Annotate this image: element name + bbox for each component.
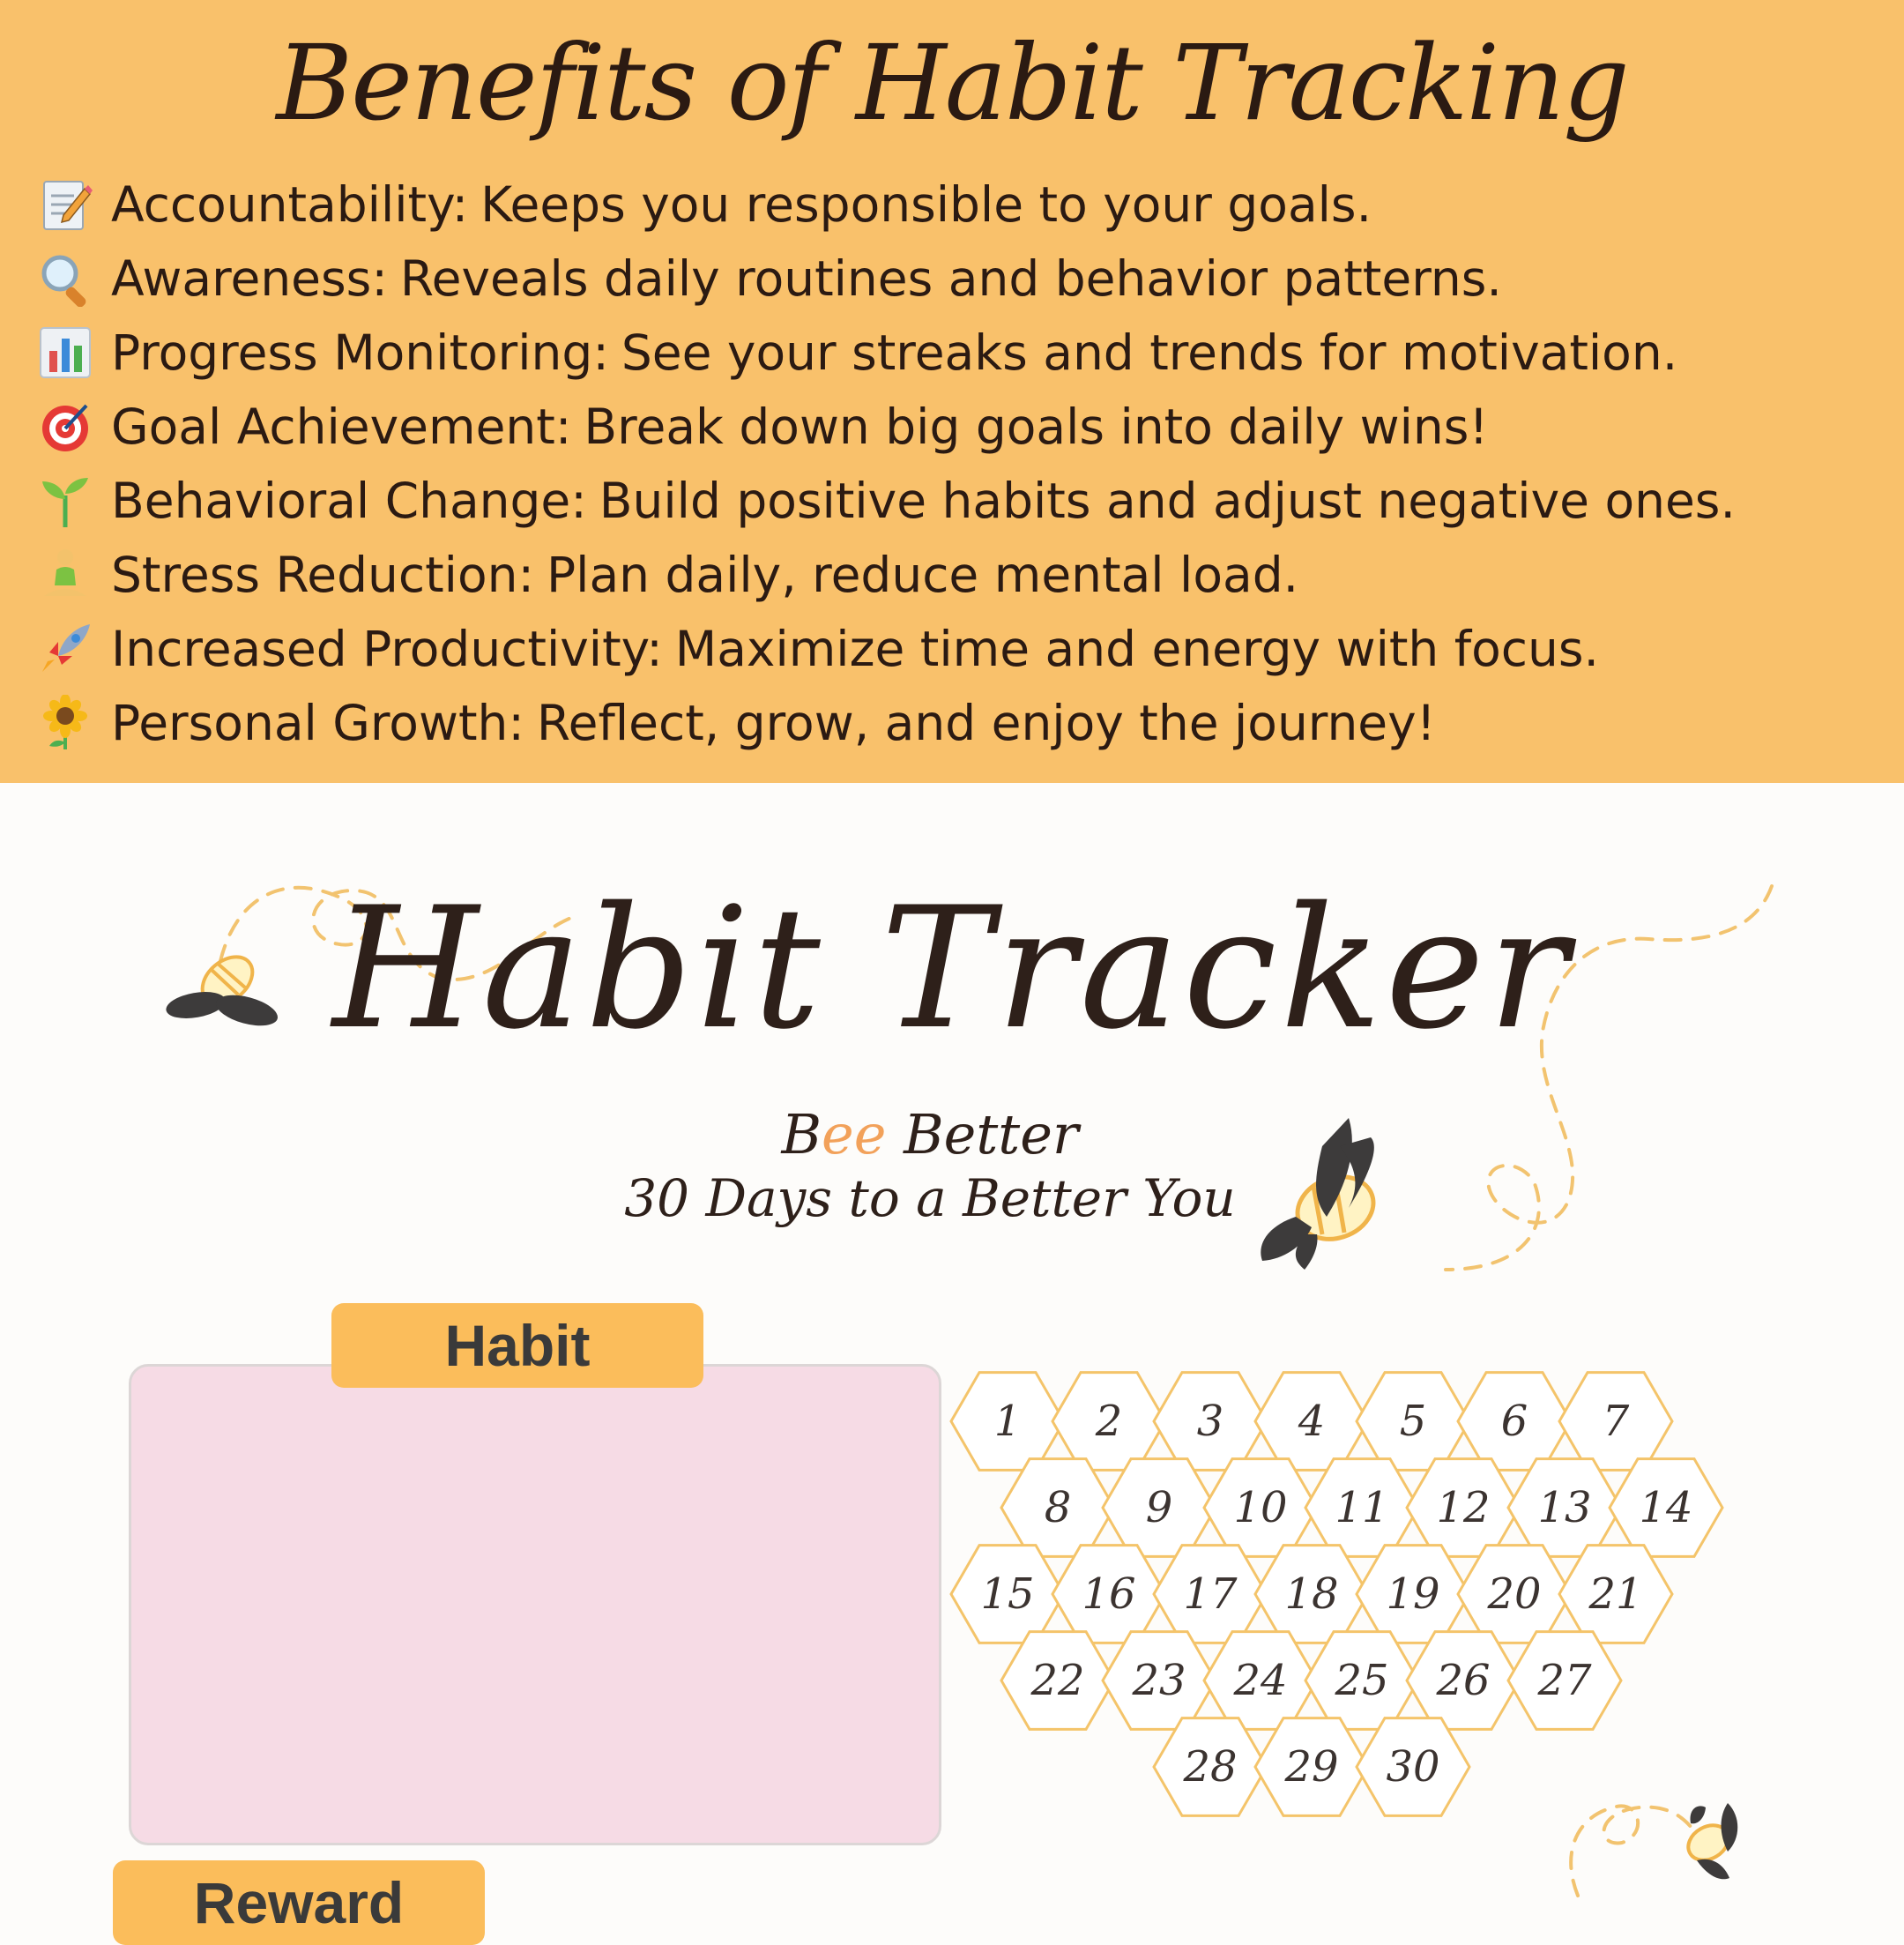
day-number: 24 [1233,1656,1288,1705]
benefit-term: Increased Productivity: [111,621,663,677]
day-number: 19 [1386,1569,1440,1619]
benefits-title: Benefits of Habit Tracking [276,22,1628,144]
day-cell[interactable] [1052,1546,1165,1643]
day-number: 15 [980,1569,1035,1619]
benefit-text: See your streaks and trends for motivation. [621,324,1678,381]
day-cell[interactable] [1357,1718,1469,1816]
benefit-term: Personal Growth: [111,695,524,751]
day-number: 1 [993,1397,1022,1446]
day-cell[interactable] [1508,1632,1621,1730]
day-cell[interactable] [1204,1459,1317,1557]
day-number: 6 [1500,1397,1528,1446]
day-number: 3 [1196,1397,1224,1446]
day-cell[interactable] [1508,1459,1621,1557]
benefit-term: Accountability: [111,176,469,233]
benefit-term: Goal Achievement: [111,399,572,455]
day-cell[interactable] [1103,1632,1216,1730]
day-cell[interactable] [1305,1632,1418,1730]
day-number: 25 [1335,1656,1389,1705]
tagline-rest: Better [886,1102,1079,1166]
day-cell[interactable] [1052,1373,1165,1471]
day-number: 30 [1386,1742,1440,1792]
day-number: 29 [1284,1742,1339,1792]
day-cell[interactable] [1458,1546,1571,1643]
day-number: 12 [1436,1483,1491,1532]
day-number: 21 [1588,1569,1643,1619]
day-number: 23 [1132,1656,1186,1705]
habit-label: Habit [331,1303,703,1388]
day-number: 18 [1284,1569,1339,1619]
benefit-text: Reveals daily routines and behavior patterns. [399,250,1502,307]
day-cell[interactable] [1559,1546,1672,1643]
day-number: 28 [1183,1742,1238,1792]
day-cell[interactable] [1103,1459,1216,1557]
benefit-term: Awareness: [111,250,388,307]
day-number: 20 [1487,1569,1542,1619]
day-cell[interactable] [1458,1373,1571,1471]
day-cell[interactable] [951,1373,1064,1471]
day-cell[interactable] [1559,1373,1672,1471]
day-cell[interactable] [1407,1632,1520,1730]
benefit-text: Plan daily, reduce mental load. [547,547,1299,603]
day-number: 2 [1095,1397,1123,1446]
benefit-term: Stress Reduction: [111,547,534,603]
day-cell[interactable] [1255,1546,1368,1643]
day-number: 16 [1082,1569,1136,1619]
day-number: 10 [1233,1483,1288,1532]
day-cell[interactable] [1204,1632,1317,1730]
day-cell[interactable] [1154,1546,1267,1643]
day-number: 7 [1602,1397,1630,1446]
tagline-ee: ee [822,1102,887,1166]
day-cell[interactable] [1154,1718,1267,1816]
day-cell[interactable] [1255,1373,1368,1471]
day-number: 26 [1436,1656,1491,1705]
day-cell[interactable] [1305,1459,1418,1557]
day-number: 13 [1537,1483,1592,1532]
benefit-text: Keeps you responsible to your goals. [480,176,1372,233]
benefit-term: Behavioral Change: [111,473,587,529]
day-cell[interactable] [1255,1718,1368,1816]
day-cell[interactable] [1001,1632,1114,1730]
day-number: 11 [1335,1483,1389,1532]
day-number: 9 [1145,1483,1173,1532]
day-cell[interactable] [1154,1373,1267,1471]
tagline-b: B [781,1102,822,1166]
day-cell[interactable] [1407,1459,1520,1557]
day-number: 8 [1044,1483,1072,1532]
benefit-text: Break down big goals into daily wins! [584,399,1489,455]
day-number: 22 [1030,1656,1085,1705]
day-cell[interactable] [1357,1546,1469,1643]
benefit-text: Reflect, grow, and enjoy the journey! [536,695,1436,751]
day-number: 27 [1537,1656,1592,1705]
tracker-title: Habit Tracker [332,871,1572,1066]
subtitle: 30 Days to a Better You [624,1168,1236,1228]
day-cell[interactable] [1610,1459,1722,1557]
benefit-text: Build positive habits and adjust negative ones. [599,473,1736,529]
day-number: 14 [1639,1483,1693,1532]
day-number: 17 [1183,1569,1238,1619]
benefit-text: Maximize time and energy with focus. [674,621,1600,677]
day-cell[interactable] [1357,1373,1469,1471]
day-number: 4 [1298,1397,1326,1446]
day-number: 5 [1399,1397,1427,1446]
day-cell[interactable] [951,1546,1064,1643]
reward-label: Reward [113,1860,485,1945]
day-cell[interactable] [1001,1459,1114,1557]
benefit-term: Progress Monitoring: [111,324,609,381]
